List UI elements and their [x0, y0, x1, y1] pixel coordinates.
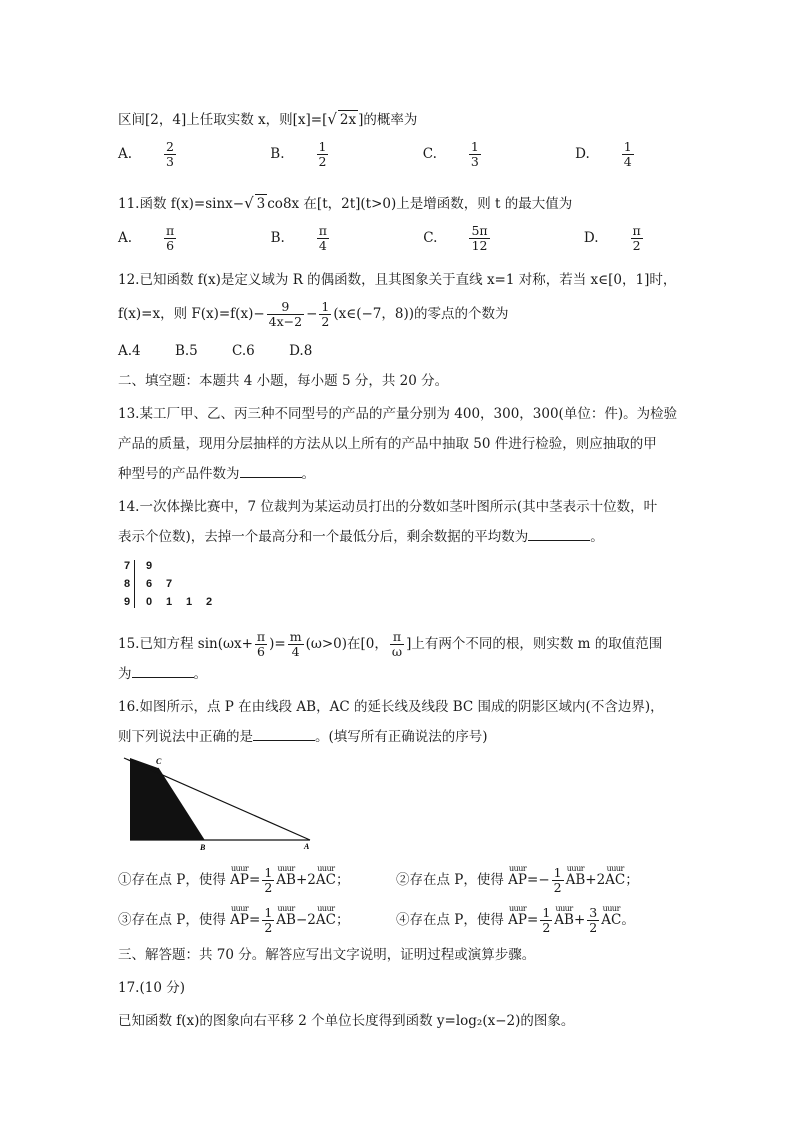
q12-choices — [118, 342, 342, 360]
q10-choice-d: D. $\frac{1}{4}$ — [575, 139, 632, 169]
answer-blank — [240, 465, 302, 478]
label-a: A — [304, 842, 310, 851]
stem-row-9: 9 0 1 1 2 — [124, 596, 213, 608]
q11-choice-a: A. $\frac{\pi}{6}$ — [118, 223, 175, 253]
q12-frac2: $\frac{1}{2}$ — [321, 299, 330, 329]
q15-line2: 为 。 — [118, 666, 207, 682]
shaded-region — [130, 758, 204, 840]
q10-choice-a: A. $\frac{2}{3}$ — [118, 139, 174, 169]
q10-choice-b: B. $\frac{1}{2}$ — [270, 139, 327, 169]
q11-choice-b: B. $\frac{\pi}{4}$ — [270, 223, 327, 253]
triangle-figure — [118, 752, 318, 852]
q11-choice-c: C. $\frac{5\pi}{12}$ — [423, 223, 488, 253]
section-2-heading: 二、填空题：本题共 4 小题，每小题 5 分，共 20 分。 — [118, 373, 449, 389]
q11-choices — [118, 224, 733, 253]
q13-line2: 产品的质量，现用分层抽样的方法从以上所有的产品中抽取 50 件进行检验，则应抽取的甲 — [118, 436, 657, 452]
q12-choice-b: B.5 — [174, 343, 198, 359]
q13-line1: 13.某工厂甲、乙、丙三种不同型号的产品的产量分别为 400，300，300(单位：件)。为检验 — [118, 406, 678, 422]
q12-frac1: $\frac{9}{4x-2}$ — [268, 299, 303, 329]
q12-line1: 12.已知函数 f(x)是定义域为 R 的偶函数，且其图象关于直线 x=1 对称，若当 x∈[0，1]时， — [118, 272, 677, 288]
q14-line2: 表示个位数)，去掉一个最高分和一个最低分后，剩余数据的平均数为 。 — [118, 529, 604, 545]
answer-blank — [132, 665, 194, 678]
q16-option-3: ③存在点 P，使得 uuur AP= $\frac{1}{2}$ uuur AB−2 uuur AC； — [118, 904, 350, 935]
q17-heading: 17.(10 分) — [118, 980, 185, 996]
q10-choice-c: C. $\frac{1}{3}$ — [422, 139, 479, 169]
q16-option-2: ②存在点 P，使得 uuur AP=− $\frac{1}{2}$ uuur AB+2 uuur AC； — [396, 864, 639, 895]
q12-line2: f(x)=x，则 F(x)=f(x)− $\frac{9}{4x-2}$ − $\frac{1}{2}$ (x∈(−7，8))的零点的个数为 — [118, 299, 509, 329]
stem-divider — [134, 560, 135, 608]
q10-stem: 区间[2，4]上任取实数 x，则[x]=[√ 2x ]的概率为 — [118, 110, 418, 128]
q16-line2: 则下列说法中正确的是 。(填写所有正确说法的序号) — [118, 729, 488, 745]
q10-choices — [118, 140, 724, 169]
stem-row-8: 8 6 7 — [124, 578, 173, 590]
section-3-heading: 三、解答题：共 70 分。解答应写出文字说明，证明过程或演算步骤。 — [118, 947, 536, 963]
label-b: B — [200, 843, 206, 852]
q16-line1: 16.如图所示，点 P 在由线段 AB，AC 的延长线及线段 BC 围成的阴影区域内(不含边界)， — [118, 699, 664, 715]
q16-option-4: ④存在点 P，使得 uuur AP= $\frac{1}{2}$ uuur AB+ $\frac{3}{2}$ uuur AC。 — [396, 904, 635, 935]
sqrt-sign: √ — [244, 194, 254, 212]
q17-line1: 已知函数 f(x)的图象向右平移 2 个单位长度得到函数 y=log₂(x−2)的图象。 — [118, 1013, 575, 1029]
q12-choice-d: D.8 — [289, 343, 313, 359]
q12-choice-c: C.6 — [232, 343, 255, 359]
q11-stem: 11.函数 f(x)=sinx−√ 3 co8x 在[t，2t](t>0)上是增函数，则 t 的最大值为 — [118, 194, 573, 212]
q13-line3: 种型号的产品件数为 。 — [118, 466, 315, 482]
stem-leaf-plot — [118, 558, 238, 614]
answer-blank — [528, 528, 590, 541]
q16-option-1: ①存在点 P，使得 uuur AP= $\frac{1}{2}$ uuur AB+2 uuur AC； — [118, 864, 350, 895]
q14-line1: 14.一次体操比赛中，7 位裁判为某运动员打出的分数如茎叶图所示(其中茎表示十位数，叶 — [118, 499, 658, 515]
sqrt-sign: √ — [327, 110, 337, 128]
q12-choice-a: A.4 — [118, 343, 141, 359]
stem-row-7: 7 9 — [124, 560, 153, 572]
q15-line1: 15.已知方程 sin(ωx+ $\frac{\pi}{6}$ )= $\frac{m}{4}$ (ω>0)在[0， $\frac{\pi}{\omega}$ ]上有两个不同的根，则实数 m 的取值范围 — [118, 629, 663, 659]
answer-blank — [253, 728, 315, 741]
q11-choice-d: D. $\frac{\pi}{2}$ — [583, 223, 641, 253]
label-c: C — [156, 757, 162, 766]
